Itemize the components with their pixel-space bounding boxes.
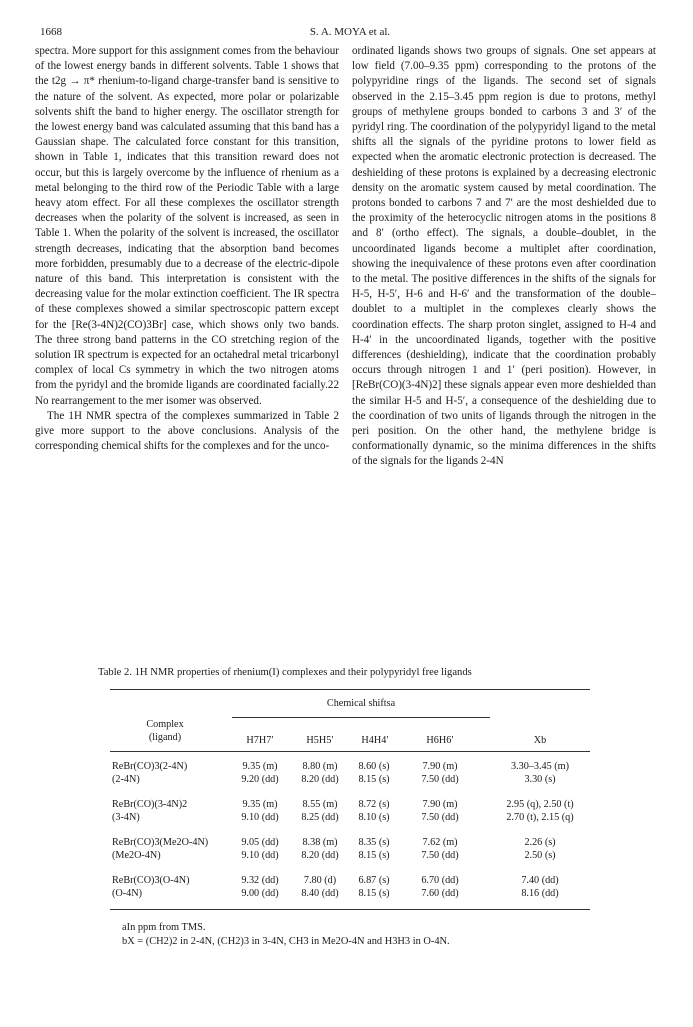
stub-header-complex: Complex [146, 719, 184, 730]
running-title: S. A. MOYA et al. [309, 26, 391, 38]
ligand-shift-cell: 8.15 (s) [358, 888, 390, 899]
ligand-shift-cell: 8.20 (dd) [301, 774, 339, 785]
ligand-shift-cell: 8.15 (s) [358, 850, 390, 861]
body-paragraph: spectra. More support for this assignment comes from the behaviour of the lowest energy bands in different solvents. Table 1 shows that the t2g → π* rhenium-to-ligand charge-transfer band is sensitive to the nature of the solvent. As expected, more polar or polarizable solvents shift the band to higher energy. The oscillator strength for the lowest energy band was calculated assuming that this band has a Gaussian shape. The calculated force constant for this transition, shown in Table 1, indicates that this transition reward does not occur, but this is largely overcome by the influence of rhenium as a metal belonging to the third row of the Periodic Table with a large heavy atom effect. For all these complexes the oscillator strength decreases when the polarity of the solvent is increased, as seen in Table 1. When the polarity of the solvent is increased, the oscillator strength decreases, indicating that the absorption band becomes more forbidden, presumably due to a decrease of the electric-dipole nature of this band. This interpretation is consistent with the decreasing value for the molar extinction coefficient. The IR spectra of these complexes showed a similar spectroscopic pattern except for the [Re(3-4N)2(CO)3Br] case, which shows only two bands. The three strong band patterns in the CO stretching region of the solution IR spectrum is expected for an octahedral metal tricarbonyl complex of local Cs symmetry in which the two nitrogen atoms from the pyridyl and the bromide ligands are coordinated facially.22 No rearrangement to the mer isomer was observed. [35, 45, 339, 407]
ligand-shift-cell: 8.25 (dd) [301, 812, 339, 823]
complex-shift-cell: 7.90 (m) [422, 799, 458, 810]
complex-shift-cell: 8.60 (s) [358, 761, 390, 772]
complex-shift-cell: 9.35 (m) [242, 761, 278, 772]
table-footnote: aIn ppm from TMS. [122, 922, 206, 933]
complex-shift-cell: 6.70 (dd) [421, 875, 459, 886]
right-column [352, 44, 656, 470]
complex-shift-cell: 3.30–3.45 (m) [510, 761, 569, 772]
ligand-shift-cell: 8.40 (dd) [301, 888, 339, 899]
table-header-rule [110, 751, 590, 752]
spanner-heading: Chemical shiftsa [326, 698, 396, 709]
complex-shift-cell: 9.32 (dd) [241, 875, 279, 886]
spanner-rule [232, 717, 490, 718]
complex-shift-cell: 8.35 (s) [358, 837, 390, 848]
ligand-shift-cell: 2.70 (t), 2.15 (q) [506, 812, 574, 823]
complex-name: ReBr(CO)3(O-4N) [112, 875, 190, 886]
ligand-shift-cell: 8.16 (dd) [521, 888, 559, 899]
complex-name: ReBr(CO)(3-4N)2 [112, 799, 188, 810]
ligand-shift-cell: 3.30 (s) [524, 774, 556, 785]
ligand-shift-cell: 7.50 (dd) [421, 774, 459, 785]
complex-shift-cell: 8.55 (m) [302, 799, 338, 810]
page-number: 1668 [40, 26, 62, 38]
table-top-rule [110, 689, 590, 690]
complex-shift-cell: 7.80 (d) [303, 875, 337, 886]
ligand-shift-cell: 2.50 (s) [524, 850, 556, 861]
column-header: H4H4′ [361, 735, 389, 746]
left-column [35, 44, 339, 454]
complex-shift-cell: 7.62 (m) [422, 837, 458, 848]
ligand-shift-cell: 9.10 (dd) [241, 812, 279, 823]
complex-shift-cell: 9.05 (dd) [241, 837, 279, 848]
table-footnote: bX = (CH2)2 in 2-4N, (CH2)3 in 3-4N, CH3 in Me2O-4N and H3H3 in O-4N. [122, 936, 450, 947]
complex-shift-cell: 2.95 (q), 2.50 (t) [506, 799, 574, 810]
ligand-shift-cell: 9.00 (dd) [241, 888, 279, 899]
ligand-shift-cell: 8.10 (s) [358, 812, 390, 823]
column-header: H5H5′ [306, 735, 334, 746]
ligand-shift-cell: 8.20 (dd) [301, 850, 339, 861]
table-caption: Table 2. 1H NMR properties of rhenium(I) complexes and their polypyridyl free ligands [98, 667, 472, 678]
complex-shift-cell: 2.26 (s) [524, 837, 556, 848]
complex-name: ReBr(CO)3(2-4N) [112, 761, 188, 772]
body-paragraph: The 1H NMR spectra of the complexes summarized in Table 2 give more support to the above conclusions. Analysis of the corresponding chemical shifts for the complexes and for the unco- [35, 409, 339, 453]
complex-shift-cell: 8.38 (m) [302, 837, 338, 848]
stub-header-ligand: (ligand) [148, 732, 182, 743]
ligand-name: (Me2O-4N) [112, 850, 161, 861]
column-header: H6H6′ [426, 735, 454, 746]
complex-shift-cell: 8.80 (m) [302, 761, 338, 772]
ligand-shift-cell: 9.20 (dd) [241, 774, 279, 785]
column-header: H7H7′ [246, 735, 274, 746]
complex-name: ReBr(CO)3(Me2O-4N) [112, 837, 209, 848]
table-bottom-rule [110, 909, 590, 910]
complex-shift-cell: 6.87 (s) [358, 875, 390, 886]
ligand-shift-cell: 7.50 (dd) [421, 812, 459, 823]
ligand-shift-cell: 8.15 (s) [358, 774, 390, 785]
ligand-shift-cell: 9.10 (dd) [241, 850, 279, 861]
complex-shift-cell: 7.90 (m) [422, 761, 458, 772]
ligand-name: (2-4N) [112, 774, 140, 785]
running-header [40, 26, 660, 44]
column-header: Xb [533, 735, 547, 746]
ligand-shift-cell: 7.50 (dd) [421, 850, 459, 861]
complex-shift-cell: 7.40 (dd) [521, 875, 559, 886]
complex-shift-cell: 9.35 (m) [242, 799, 278, 810]
body-paragraph: ordinated ligands shows two groups of signals. One set appears at low field (7.00–9.35 ppm) corresponding to the protons of the polypyridine rings of the ligands. The second set of signals observed in the 2.15–3.45 ppm region is due to protons, methyl groups of methylene groups bonded to carbons 3 and 3′ of the pyridyl ring. The coordination of the polypyridyl ligand to the metal shifts all the signals of the pyridine protons to lower field as expected when the aromatic electronic protection is decreased. The deshielding of these protons is explained by a decreasing electronic density on the aromatic system caused by metal coordination. The protons bonded to carbons 7 and 7′ are the most deshielded due to the proximity of the heterocyclic nitrogen atoms in the positions 8 and 8′ (ortho effect). The signals, a double–doublet, in the uncoordinated ligands become a multiplet after coordination, showing the inequivalence of these protons even after coordination to the metal. The positive differences in the shifts of the signals for H-5, H-5′, H-6 and H-6′ and the transformation of the double–doublet to a multiplet in the complexes clearly shows the coordination effects. The sharp proton singlet, assigned to H-4 and H-4′ in the uncoordinated ligands, together with the positive differences (deshielding), indicate that the coordination probably occurs through nitrogen 1 and 1′ (peri position). However, in [ReBr(CO)(3-4N)2] these signals appear even more deshielded than the similar H-5 and H-5′, a consequence of the deshielding due to the coordination of two units of ligands through the nitrogen in the peri position. On the other hand, the methylene bridge is conformationally dynamic, so the minima differences in the shifts of the signals for the ligands 2-4N [352, 45, 656, 468]
ligand-name: (3-4N) [112, 812, 140, 823]
ligand-name: (O-4N) [112, 888, 142, 899]
ligand-shift-cell: 7.60 (dd) [421, 888, 459, 899]
complex-shift-cell: 8.72 (s) [358, 799, 390, 810]
